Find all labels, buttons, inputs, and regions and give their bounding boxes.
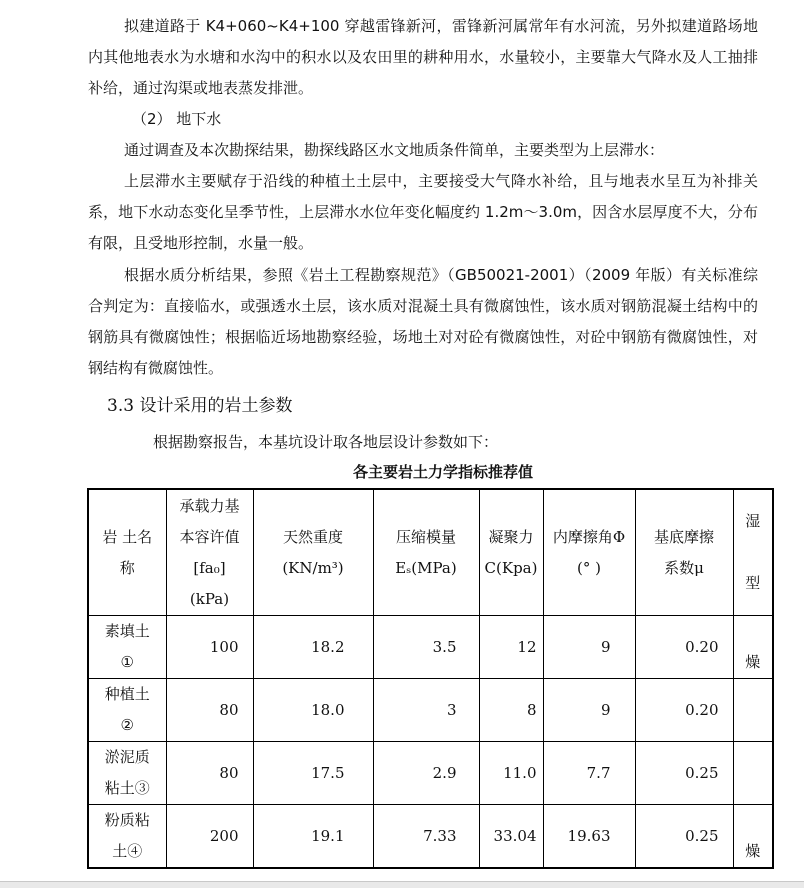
header-line: 本容许值 [179, 527, 240, 546]
subheading-groundwater: （2） 地下水 [132, 110, 222, 128]
soil-parameters-table [87, 488, 774, 869]
paragraph-water-quality: 根据水质分析结果，参照《岩土工程勘察规范》（GB50021-2001）（2009 年版）有关标准综合判定为：直接临水，或强透水土层，该水质对混凝土具有微腐蚀性，该水质对钢筋混凝土结构中的钢筋具有微腐蚀性；根据临近场地勘察经验，场地土对对砼有微腐蚀性，对砼中钢筋有微腐蚀性，对钢结构有微腐蚀性。 [88, 266, 758, 377]
header-line-spacer [734, 537, 773, 568]
header-wet-state [733, 489, 773, 616]
row-soil-name [88, 742, 166, 805]
name-line: 粉质粘 [104, 811, 150, 829]
cell-modulus: 2.9 [373, 742, 479, 805]
table-row [88, 742, 773, 805]
cell-modulus: 7.33 [373, 805, 479, 869]
cell-bearing: 100 [166, 616, 253, 679]
table-caption: 各主要岩土力学指标推荐值 [352, 463, 533, 481]
header-base-friction [635, 489, 733, 616]
table-row [88, 616, 773, 679]
header-line: 承载力基 [179, 496, 240, 515]
header-cohesion [479, 489, 543, 616]
paragraph-surface-water: 拟建道路于 K4+060~K4+100 穿越雷锋新河，雷锋新河属常年有水河流，另外拟建道路场地内其他地表水为水塘和水沟中的积水以及农田里的耕种用水，水量较小，主要靠大气降水及人工抽排补给，通过沟渠或地表蒸发排泄。 [88, 17, 758, 97]
header-line: [fa₀] [193, 558, 226, 577]
header-line: (kPa) [189, 589, 230, 608]
cell-cohesion: 11.0 [479, 742, 543, 805]
header-line: (° ) [577, 558, 601, 577]
header-line: 基底摩擦 [653, 527, 714, 546]
table-row [88, 679, 773, 742]
header-line: 天然重度 [282, 527, 343, 546]
header-bearing-capacity [166, 489, 253, 616]
cell-unit-weight: 18.0 [253, 679, 373, 742]
cell-modulus: 3 [373, 679, 479, 742]
header-line: C(Kpa) [484, 558, 538, 577]
cell-bearing: 200 [166, 805, 253, 869]
table-row [88, 805, 773, 869]
cell-base-friction: 0.20 [635, 616, 733, 679]
header-compression-modulus [373, 489, 479, 616]
cell-base-friction: 0.20 [635, 679, 733, 742]
cell-bearing: 80 [166, 742, 253, 805]
header-line: 湿 [745, 512, 761, 530]
cell-cohesion: 12 [479, 616, 543, 679]
row-soil-name [88, 616, 166, 679]
header-line: 岩 土名 [102, 527, 153, 546]
paragraph-survey-result: 通过调查及本次勘探结果，勘探线路区水文地质条件简单，主要类型为上层滞水： [124, 141, 665, 159]
name-line: ② [120, 716, 134, 734]
cell-base-friction: 0.25 [635, 805, 733, 869]
table-header-row [88, 489, 773, 616]
cell-modulus: 3.5 [373, 616, 479, 679]
cell-cohesion: 8 [479, 679, 543, 742]
name-line: ① [120, 653, 134, 671]
name-line: 种植土 [104, 685, 150, 703]
intro-text: 根据勘察报告，本基坑设计取各地层设计参数如下： [153, 433, 499, 451]
name-line: 土④ [112, 842, 143, 860]
cell-unit-weight: 18.2 [253, 616, 373, 679]
header-line: (KN/m³) [282, 558, 344, 577]
cell-bearing: 80 [166, 679, 253, 742]
cell-friction-angle: 9 [543, 679, 635, 742]
cell-friction-angle: 19.63 [543, 805, 635, 869]
header-soil-name [88, 489, 166, 616]
cell-friction-angle: 7.7 [543, 742, 635, 805]
header-line: 内摩擦角Φ [552, 527, 626, 546]
cell-unit-weight: 17.5 [253, 742, 373, 805]
cell-wet-state [733, 742, 773, 805]
cell-wet-state: 燥 [733, 805, 773, 869]
header-friction-angle [543, 489, 635, 616]
header-line: 凝聚力 [488, 527, 534, 546]
header-line: 型 [745, 574, 761, 592]
header-line: 系数μ [664, 558, 704, 577]
cell-base-friction: 0.25 [635, 742, 733, 805]
name-line: 粘土③ [104, 779, 150, 797]
cell-wet-state [733, 679, 773, 742]
cell-wet-state: 燥 [733, 616, 773, 679]
section-heading: 3.3 设计采用的岩土参数 [107, 396, 293, 416]
name-line: 淤泥质 [104, 748, 150, 766]
header-line: 压缩模量 [395, 527, 456, 546]
row-soil-name [88, 679, 166, 742]
header-line: Eₛ(MPa) [395, 558, 457, 577]
cell-friction-angle: 9 [543, 616, 635, 679]
header-unit-weight [253, 489, 373, 616]
name-line: 素填土 [104, 622, 150, 640]
cell-cohesion: 33.04 [479, 805, 543, 869]
cell-unit-weight: 19.1 [253, 805, 373, 869]
paragraph-perched-water: 上层滞水主要赋存于沿线的种植土土层中，主要接受大气降水补给，且与地表水呈互为补排关系，地下水动态变化呈季节性，上层滞水水位年变化幅度约 1.2m～3.0m，因含水层厚度不大，分布有限，且受地形控制，水量一般。 [88, 172, 758, 252]
header-line: 称 [119, 558, 135, 577]
row-soil-name [88, 805, 166, 869]
